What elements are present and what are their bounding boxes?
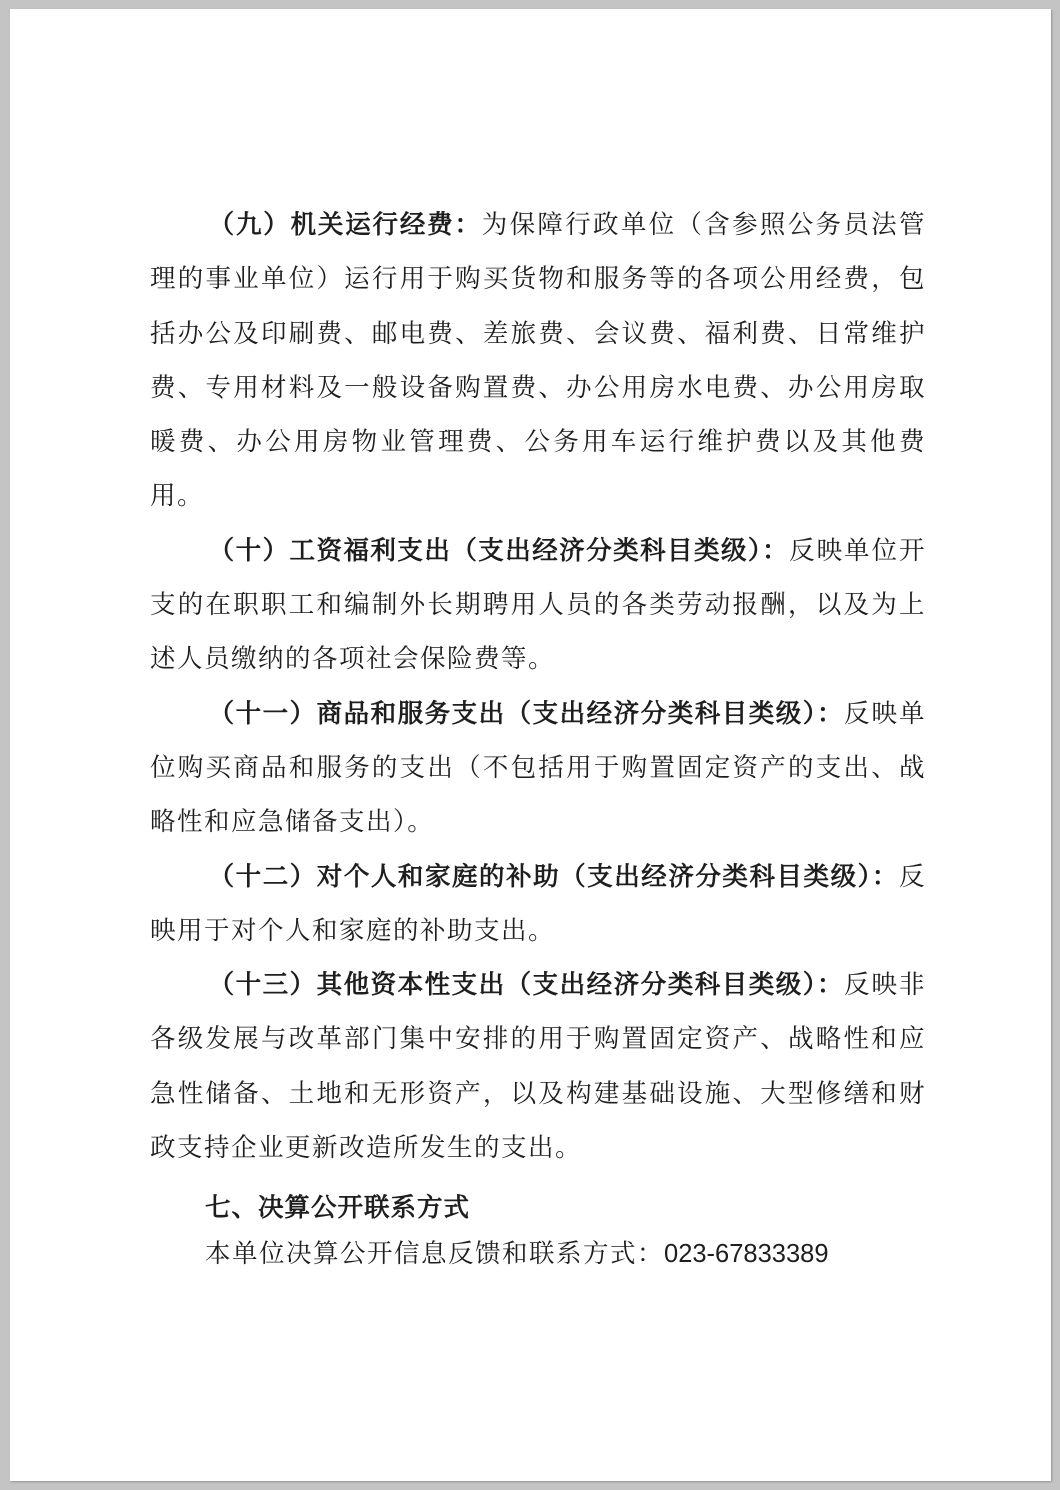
- contact-phone: 023-67833389: [664, 1240, 829, 1269]
- paragraph-gongzi-fuli-zhichu: [150, 524, 926, 687]
- term-label: （十二）对个人和家庭的补助（支出经济分类科目类级）：: [208, 861, 899, 892]
- paragraph-text: 反映用于对个人和家庭的补助支出。: [150, 861, 926, 946]
- document-content: [150, 198, 926, 1277]
- term-label: （九）机关运行经费：: [208, 210, 482, 240]
- paragraph-geren-jiating-buzhu: [150, 850, 926, 959]
- term-label: （十）工资福利支出（支出经济分类科目类级）：: [208, 535, 790, 566]
- paragraph-text: 反映单位开支的在职职工和编制外长期聘用人员的各类劳动报酬，以及为上述人员缴纳的各项社会保险费等。: [150, 535, 926, 675]
- contact-label: 本单位决算公开信息反馈和联系方式：: [205, 1239, 665, 1270]
- paragraph-shangpin-fuwu-zhichu: [150, 687, 926, 850]
- section-heading-contact: 七、决算公开联系方式: [205, 1193, 471, 1224]
- paragraph-qita-zibenxing-zhichu: [150, 958, 926, 1175]
- paragraph-text: 反映非各级发展与改革部门集中安排的用于购置固定资产、战略性和应急性储备、土地和无形资产，以及构建基础设施、大型修缮和财政支持企业更新改造所发生的支出。: [150, 970, 926, 1164]
- term-label: （十一）商品和服务支出（支出经济分类科目类级）：: [208, 698, 844, 729]
- paragraph-text: 为保障行政单位（含参照公务员法管理的事业单位）运行用于购买货物和服务等的各项公用经费，包括办公及印刷费、邮电费、差旅费、会议费、福利费、日常维护费、专用材料及一般设备购置费、办公用房水电费、办公用房取暖费、办公用房物业管理费、公务用车运行维护费以及其他费用。: [150, 210, 926, 512]
- term-label: （十三）其他资本性支出（支出经济分类科目类级）：: [208, 970, 844, 1001]
- paragraph-text: 反映单位购买商品和服务的支出（不包括用于购置固定资产的支出、战略性和应急储备支出）。: [150, 698, 926, 838]
- paragraph-jiguan-yunxing-jingfei: [150, 198, 926, 524]
- document-page: [10, 9, 1051, 1481]
- contact-line: [150, 1231, 926, 1277]
